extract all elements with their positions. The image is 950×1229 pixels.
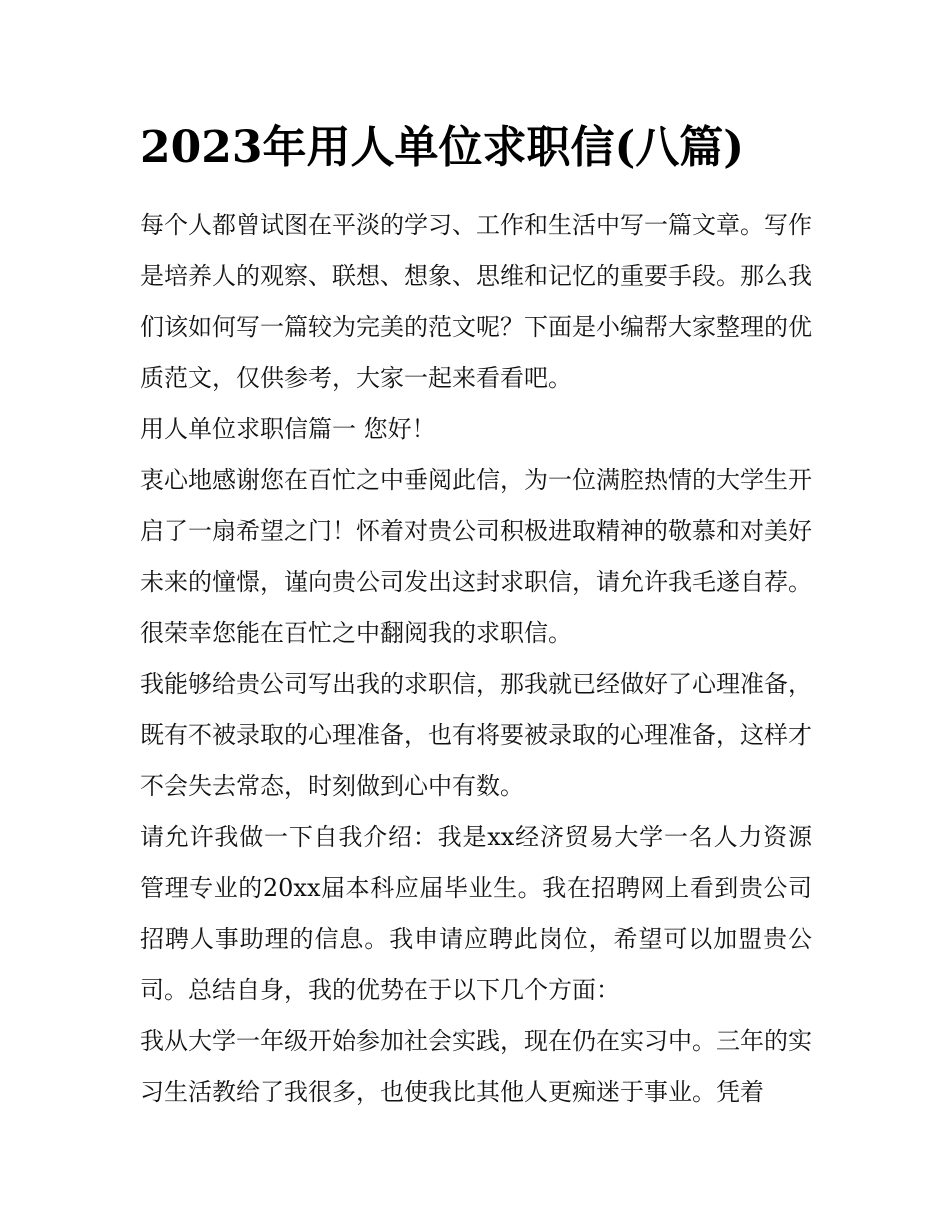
paragraph-letter-heading: 用人单位求职信篇一 您好！	[140, 415, 436, 443]
paragraph-experience: 我从大学一年级开始参加社会实践，现在仍在实习中。三年的实习生活教给了我很多，也使我比其他人更痴迷于事业。凭着	[140, 1027, 812, 1106]
paragraph-self-introduction: 请允许我做一下自我介绍：我是xx经济贸易大学一名人力资源管理专业的20xx届本科应届毕业生。我在招聘网上看到贵公司招聘人事助理的信息。我申请应聘此岗位，希望可以加盟贵公司。总结自身，我的优势在于以下几个方面：	[140, 823, 812, 1004]
paragraph-intro: 每个人都曾试图在平淡的学习、工作和生活中写一篇文章。写作是培养人的观察、联想、想象、思维和记忆的重要手段。那么我们该如何写一篇较为完美的范文呢？下面是小编帮大家整理的优质范文，仅供参考，大家一起来看看吧。	[140, 211, 812, 392]
paragraph-gratitude: 衷心地感谢您在百忙之中垂阅此信，为一位满腔热情的大学生开启了一扇希望之门！怀着对贵公司积极进取精神的敬慕和对美好未来的憧憬，谨向贵公司发出这封求职信，请允许我毛遂自荐。很荣幸您能在百忙之中翻阅我的求职信。	[140, 466, 812, 647]
document-title: 2023年用人单位求职信(八篇)	[140, 122, 745, 173]
document-body	[140, 200, 812, 1118]
paragraph-preparation: 我能够给贵公司写出我的求职信，那我就已经做好了心理准备，既有不被录取的心理准备，也有将要被录取的心理准备，这样才不会失去常态，时刻做到心中有数。	[140, 670, 812, 800]
